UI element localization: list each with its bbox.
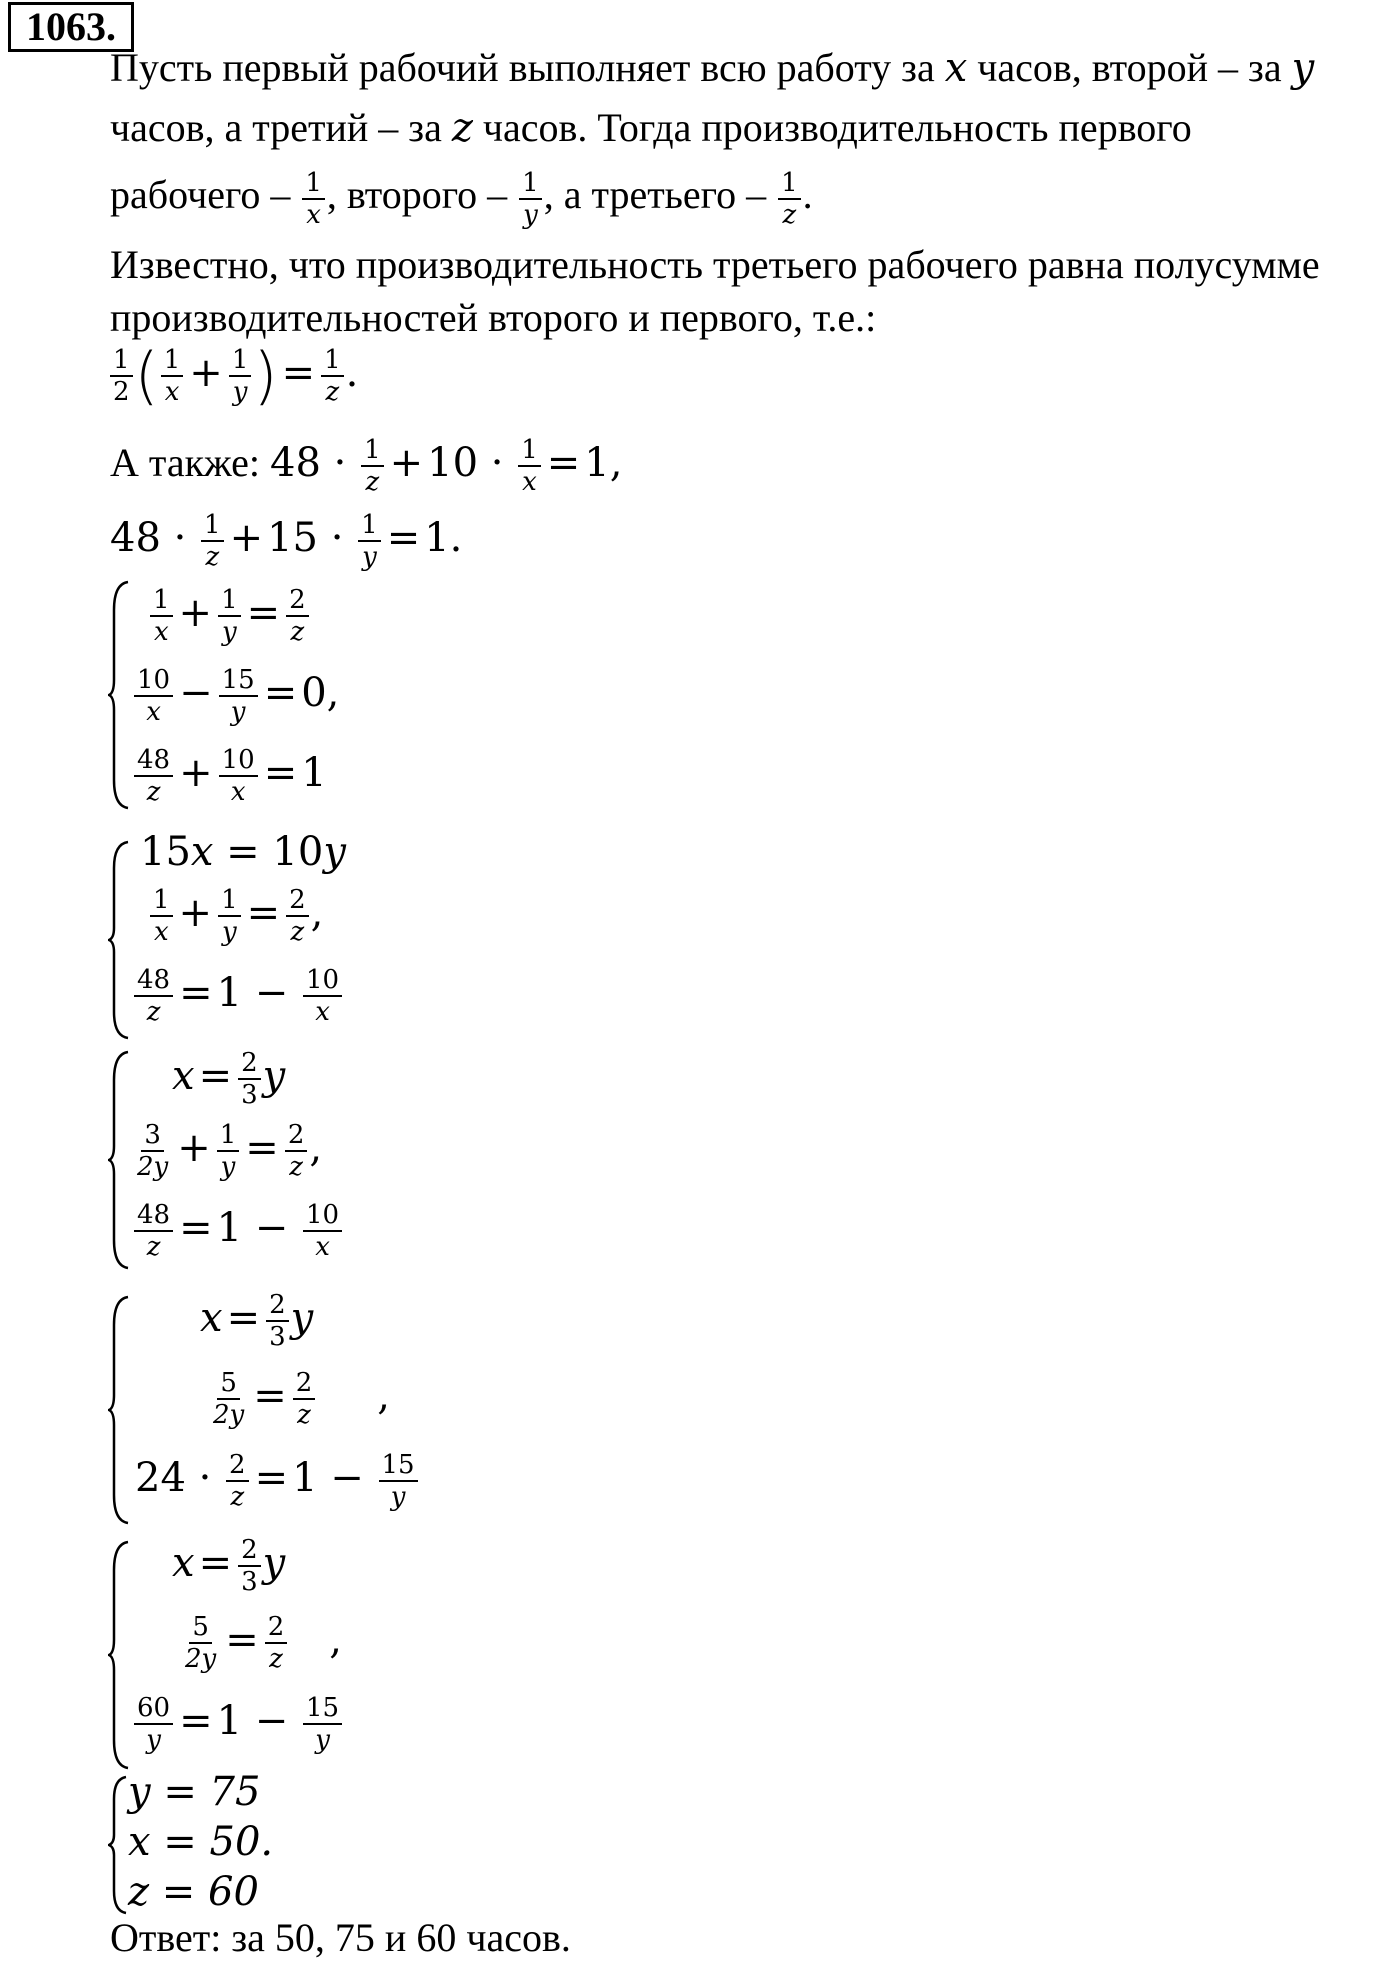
- system-5-eq-2: $\frac{5}{2y}$ = $\frac{2}{z}$ ,: [185, 1612, 343, 1674]
- system-1-eq-1: $\frac{1}{x}$ + $\frac{1}{y}$ = $\frac{2}{z}$: [148, 585, 311, 647]
- brace-final: [108, 1775, 128, 1915]
- final-y: y = 75: [128, 1769, 261, 1815]
- system-1-eq-3: $\frac{48}{z}$ + $\frac{10}{x}$ = 1: [132, 745, 327, 807]
- system-3-eq-3: $\frac{48}{z}$ = 1 − $\frac{10}{x}$: [132, 1200, 344, 1262]
- system-2-eq-2: $\frac{1}{x}$ + $\frac{1}{y}$ = $\frac{2}{z}$ ,: [148, 885, 323, 947]
- system-4-eq-2: $\frac{5}{2y}$ = $\frac{2}{z}$ ,: [213, 1368, 391, 1430]
- equation-also-2: 48 · $\frac{1}{z}$ + 15 · $\frac{1}{y}$ = 1.: [110, 510, 463, 572]
- intro-line-3: рабочего – $\frac{1}{x}$ , второго – $\frac{1}{y}$ , а третьего – $\frac{1}{z}$ .: [110, 168, 813, 230]
- intro-line-1-text: Пусть первый рабочий выполняет всю работу за x часов, второй – за y: [110, 45, 1315, 91]
- intro-line-2: [110, 105, 1192, 151]
- brace-system-3: [108, 1050, 130, 1270]
- answer: Ответ: за 50, 75 и 60 часов.: [110, 1915, 571, 1960]
- system-3-eq-2: $\frac{3}{2y}$ + $\frac{1}{y}$ = $\frac{2}{z}$ ,: [137, 1120, 323, 1182]
- system-5-eq-3: $\frac{60}{y}$ = 1 − $\frac{15}{y}$: [132, 1693, 344, 1755]
- known-line-1: Известно, что производительность третьего рабочего равна полусумме: [110, 242, 1320, 287]
- also-label: А также:: [110, 440, 271, 485]
- intro-line-1: [110, 45, 1315, 91]
- intro-line-3-end: .: [802, 172, 813, 218]
- brace-system-5: [108, 1540, 130, 1770]
- system-4-eq-1: x = $\frac{2}{3}$ y: [200, 1290, 314, 1352]
- system-1-eq-2: $\frac{10}{x}$ − $\frac{15}{y}$ = 0,: [132, 665, 339, 727]
- known-line-2: производительностей второго и первого, т.е.:: [110, 295, 877, 340]
- intro-line-3-c: , а третьего –: [543, 172, 777, 218]
- equation-also-1: А также: 48 · $\frac{1}{z}$ + 10 · $\frac{1}{x}$ = 1,: [110, 435, 623, 497]
- system-4-eq-3: 24 · $\frac{2}{z}$ = 1 − $\frac{15}{y}$: [135, 1450, 420, 1512]
- system-2-eq-1: 15x = 10y: [140, 829, 346, 875]
- intro-line-2-text: часов, а третий – за z часов. Тогда производительность первого: [110, 105, 1192, 151]
- system-2-eq-3: $\frac{48}{z}$ = 1 − $\frac{10}{x}$: [132, 965, 344, 1027]
- brace-system-2: [108, 840, 130, 1040]
- equation-half-sum: $\frac{1}{2}$ ( $\frac{1}{x}$ + $\frac{1}{y}$ ) = $\frac{1}{z}$ .: [108, 345, 358, 407]
- system-5-eq-1: x = $\frac{2}{3}$ y: [172, 1535, 286, 1597]
- brace-system-1: [108, 580, 130, 810]
- brace-system-4: [108, 1295, 130, 1525]
- final-x: x = 50.: [128, 1819, 274, 1865]
- intro-line-3-b: , второго –: [326, 172, 518, 218]
- system-3-eq-1: x = $\frac{2}{3}$ y: [172, 1048, 286, 1110]
- problem-number: 1063.: [8, 2, 134, 52]
- final-z: z = 60: [128, 1869, 259, 1915]
- intro-line-3-a: рабочего –: [110, 172, 301, 218]
